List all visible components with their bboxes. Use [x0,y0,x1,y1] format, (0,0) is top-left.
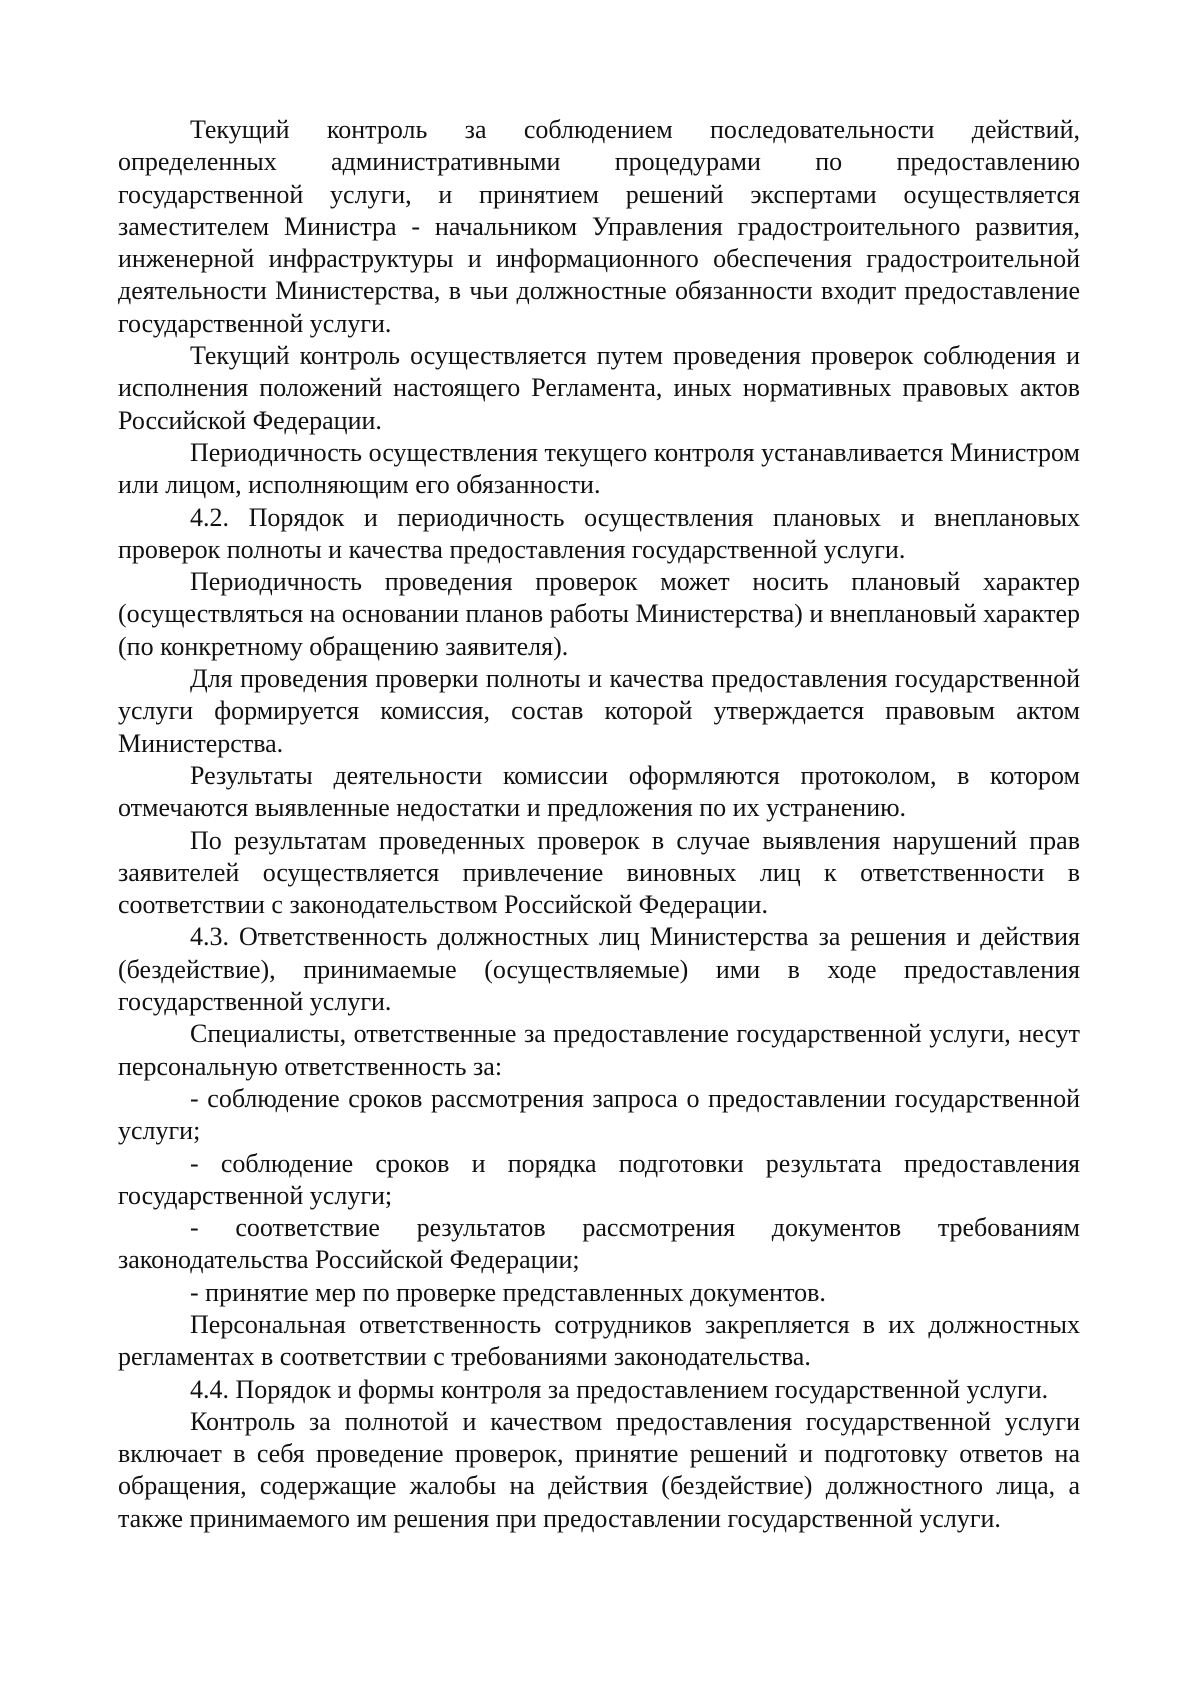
paragraph-specialists-responsibility: Специалисты, ответственные за предоставление государственной услуги, несут персональную ответственность за: [118,1019,1080,1081]
document-page [118,114,1080,1535]
paragraph-control-scope: Контроль за полнотой и качеством предоставления государственной услуги включает в себя проведение проверок, принятие решений и подготовку ответов на обращения, содержащие жалобы на действия (бездействие) должностного лица, а также принимаемого им решения при предоставлении государственной услуги. [118,1406,1080,1533]
paragraph-violations: По результатам проведенных проверок в случае выявления нарушений прав заявителей осуществляется привлечение виновных лиц к ответственности в соответствии с законодательством Российской Федерации. [118,825,1080,920]
list-item-preparation: - соблюдение сроков и порядка подготовки результата предоставления государственной услуги; [118,1148,1080,1210]
heading-section-4-3: 4.3. Ответственность должностных лиц Министерства за решения и действия (бездействие), принимаемые (осуществляемые) ими в ходе предоставления государственной услуги. [118,922,1080,1017]
list-item-deadlines: - соблюдение сроков рассмотрения запроса о предоставлении государственной услуги; [118,1083,1080,1146]
paragraph-control-periodicity: Периодичность осуществления текущего контроля устанавливается Министром или лицом, исполняющим его обязанности. [118,437,1080,500]
heading-section-4-4: 4.4. Порядок и формы контроля за предоставлением государственной услуги. [190,1374,1049,1404]
paragraph-control-method: Текущий контроль осуществляется путем проведения проверок соблюдения и исполнения положений настоящего Регламента, иных нормативных правовых актов Российской Федерации. [118,341,1080,435]
heading-section-4-2: 4.2. Порядок и периодичность осуществления плановых и внеплановых проверок полноты и качества предоставления государственной услуги. [118,502,1080,564]
list-item-compliance: - соответствие результатов рассмотрения документов требованиям законодательства Российской Федерации; [118,1213,1080,1275]
paragraph-commission-results: Результаты деятельности комиссии оформляются протоколом, в котором отмечаются выявленные недостатки и предложения по их устранению. [118,760,1080,823]
paragraph-personal-responsibility: Персональная ответственность сотрудников закрепляется в их должностных регламентах в соответствии с требованиями законодательства. [118,1309,1080,1372]
list-item-verification: - принятие мер по проверке представленных документов. [190,1277,826,1307]
paragraph-inspection-periodicity: Периодичность проведения проверок может носить плановый характер (осуществляться на основании планов работы Министерства) и внеплановый характер (по конкретному обращению заявителя). [118,567,1080,661]
paragraph-current-control: Текущий контроль за соблюдением последовательности действий, определенных административными процедурами по предоставлению государственной услуги, и принятием решений экспертами осуществляется заместителем Министра - начальником Управления градостроительного развития, инженерной инфраструктуры и информационного обеспечения градостроительной деятельности Министерства, в чьи должностные обязанности входит предоставление государственной услуги. [118,115,1080,338]
paragraph-commission: Для проведения проверки полноты и качества предоставления государственной услуги формируется комиссия, состав которой утверждается правовым актом Министерства. [118,664,1080,758]
